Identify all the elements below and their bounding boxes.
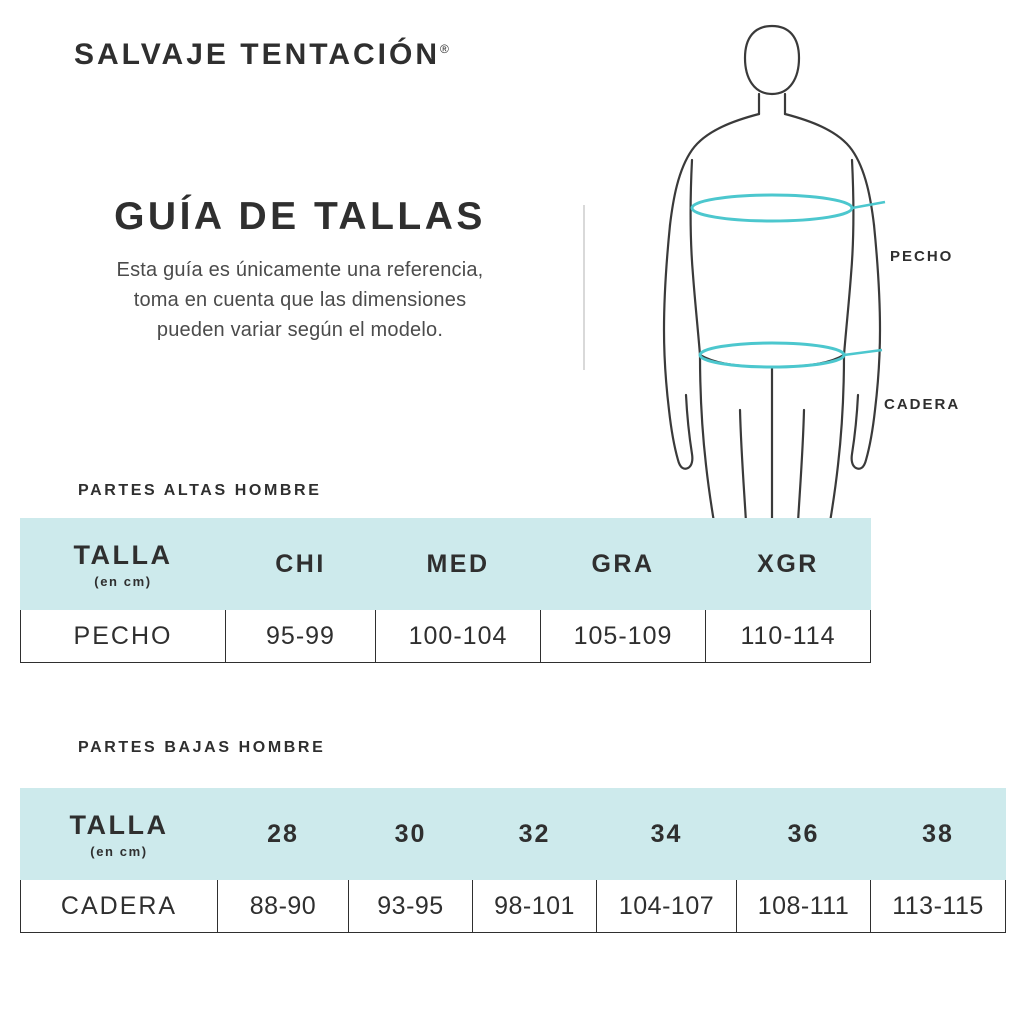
header-size-gra: GRA: [541, 519, 706, 610]
row-label-cadera: CADERA: [21, 880, 218, 933]
cell-pecho-gra: 105-109: [541, 610, 706, 663]
header-size-xgr: XGR: [706, 519, 871, 610]
header-size-med: MED: [376, 519, 541, 610]
cell-cadera-28: 88-90: [218, 880, 349, 933]
row-label-pecho: PECHO: [21, 610, 226, 663]
chest-measure-line: [692, 195, 852, 221]
header-size-32: 32: [473, 789, 597, 880]
vertical-divider: [583, 205, 585, 370]
header-talla-unit: (en cm): [94, 573, 152, 589]
cell-cadera-34: 104-107: [597, 880, 737, 933]
cell-pecho-med: 100-104: [376, 610, 541, 663]
guide-header: [40, 195, 560, 345]
header-talla: [21, 789, 218, 880]
header-size-34: 34: [597, 789, 737, 880]
page-title: GUÍA DE TALLAS: [114, 195, 486, 238]
header-size-38: 38: [871, 789, 1006, 880]
table-header-row: [21, 789, 1006, 880]
section-lower-label: PARTES BAJAS HOMBRE: [78, 739, 326, 756]
cell-pecho-xgr: 110-114: [706, 610, 871, 663]
cell-cadera-36: 108-111: [737, 880, 871, 933]
table-row: [21, 880, 1006, 933]
upper-size-table: [20, 518, 871, 663]
header-size-chi: CHI: [226, 519, 376, 610]
cell-cadera-32: 98-101: [473, 880, 597, 933]
table-header-row: [21, 519, 871, 610]
header-talla-text: TALLA: [69, 809, 169, 840]
header-size-28: 28: [218, 789, 349, 880]
cell-cadera-38: 113-115: [871, 880, 1006, 933]
registered-mark: ®: [440, 42, 449, 56]
section-upper-label: PARTES ALTAS HOMBRE: [78, 482, 322, 499]
hip-label: CADERA: [884, 396, 961, 413]
guide-description: Esta guía es únicamente una referencia, toma en cuenta que las dimensiones pueden variar según el modelo.: [116, 259, 484, 341]
brand-name: SALVAJE TENTACIÓN: [74, 38, 441, 71]
table-row: [21, 610, 871, 663]
header-size-36: 36: [737, 789, 871, 880]
header-talla: [21, 519, 226, 610]
lower-size-table: [20, 788, 1006, 933]
hip-measure-line: [700, 343, 844, 367]
body-figure-illustration: [620, 10, 910, 530]
header-talla-text: TALLA: [73, 539, 173, 570]
header-talla-unit: (en cm): [90, 843, 148, 859]
cell-cadera-30: 93-95: [349, 880, 473, 933]
cell-pecho-chi: 95-99: [226, 610, 376, 663]
header-size-30: 30: [349, 789, 473, 880]
chest-label: PECHO: [890, 248, 954, 265]
brand-logo: [74, 38, 449, 72]
